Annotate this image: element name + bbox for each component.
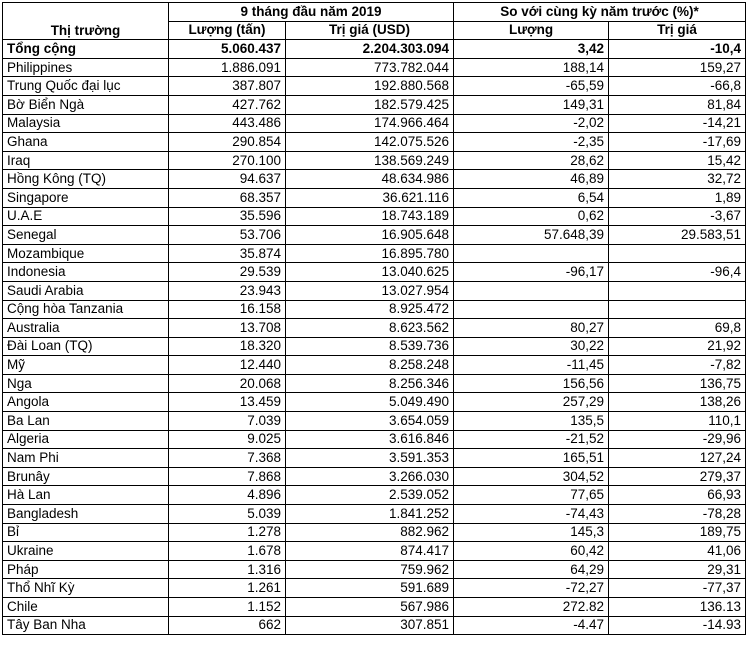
market-name: Australia (3, 319, 169, 338)
market-value-pct: -77,37 (609, 579, 746, 598)
market-volume: 13.459 (169, 393, 286, 412)
market-volume: 1.886.091 (169, 58, 286, 77)
market-value: 36.621.116 (286, 188, 454, 207)
market-value: 16.905.648 (286, 226, 454, 245)
table-row (3, 170, 746, 189)
table-row (3, 560, 746, 579)
market-volume-pct: 28,62 (454, 151, 609, 170)
market-value-pct: 159,27 (609, 58, 746, 77)
header-row-1 (3, 3, 746, 22)
market-volume: 662 (169, 616, 286, 635)
market-value-pct: 32,72 (609, 170, 746, 189)
table-row (3, 95, 746, 114)
market-value-pct: 41,06 (609, 542, 746, 561)
market-name: Nga (3, 374, 169, 393)
market-volume-pct: -96,17 (454, 263, 609, 282)
market-volume-pct: -74,43 (454, 505, 609, 524)
market-value: 874.417 (286, 542, 454, 561)
market-volume-pct: 156,56 (454, 374, 609, 393)
table-row (3, 58, 746, 77)
market-volume-pct: 135,5 (454, 412, 609, 431)
market-name: Hồng Kông (TQ) (3, 170, 169, 189)
table-row (3, 151, 746, 170)
market-volume-pct: 0,62 (454, 207, 609, 226)
market-value: 174.966.464 (286, 114, 454, 133)
table-row (3, 337, 746, 356)
market-value-pct: 29.583,51 (609, 226, 746, 245)
market-value-pct: 29,31 (609, 560, 746, 579)
table-row (3, 374, 746, 393)
market-name: Trung Quốc đại lục (3, 77, 169, 96)
market-volume-pct: 272.82 (454, 598, 609, 617)
table-row (3, 319, 746, 338)
market-value: 759.962 (286, 560, 454, 579)
table-row (3, 133, 746, 152)
market-name: Singapore (3, 188, 169, 207)
table-row (3, 356, 746, 375)
market-name: Senegal (3, 226, 169, 245)
market-value-pct: -96,4 (609, 263, 746, 282)
market-value-pct: 15,42 (609, 151, 746, 170)
market-value: 18.743.189 (286, 207, 454, 226)
market-name: Nam Phi (3, 449, 169, 468)
market-volume-pct (454, 244, 609, 263)
table-row (3, 598, 746, 617)
market-volume-pct: 6,54 (454, 188, 609, 207)
market-name: Saudi Arabia (3, 281, 169, 300)
market-volume: 270.100 (169, 151, 286, 170)
market-value-pct: -7,82 (609, 356, 746, 375)
market-volume-pct: 165,51 (454, 449, 609, 468)
market-header: Thị trường (3, 3, 169, 40)
market-name: Cộng hòa Tanzania (3, 300, 169, 319)
market-value: 567.986 (286, 598, 454, 617)
market-volume-pct: 57.648,39 (454, 226, 609, 245)
table-row (3, 300, 746, 319)
market-name: Algeria (3, 430, 169, 449)
market-value-pct: -78,28 (609, 505, 746, 524)
market-name: Đài Loan (TQ) (3, 337, 169, 356)
market-name: Ukraine (3, 542, 169, 561)
market-volume: 35.596 (169, 207, 286, 226)
market-volume: 7.368 (169, 449, 286, 468)
market-value-pct: 66,93 (609, 486, 746, 505)
market-volume: 35.874 (169, 244, 286, 263)
market-value: 13.040.625 (286, 263, 454, 282)
market-volume: 9.025 (169, 430, 286, 449)
market-name: Philippines (3, 58, 169, 77)
market-volume: 23.943 (169, 281, 286, 300)
market-value: 8.925.472 (286, 300, 454, 319)
volume-header: Lượng (tấn) (169, 21, 286, 40)
table-row (3, 393, 746, 412)
value-header: Trị giá (USD) (286, 21, 454, 40)
market-volume-pct: 60,42 (454, 542, 609, 561)
market-value-pct: -3,67 (609, 207, 746, 226)
market-name: Brunây (3, 467, 169, 486)
table-row (3, 616, 746, 635)
market-value: 182.579.425 (286, 95, 454, 114)
market-value: 8.539.736 (286, 337, 454, 356)
market-name: U.A.E (3, 207, 169, 226)
market-volume: 53.706 (169, 226, 286, 245)
market-volume: 94.637 (169, 170, 286, 189)
market-volume: 12.440 (169, 356, 286, 375)
market-name: Thổ Nhĩ Kỳ (3, 579, 169, 598)
market-volume: 1.152 (169, 598, 286, 617)
market-name: Ghana (3, 133, 169, 152)
table-row (3, 542, 746, 561)
market-value-pct: 1,89 (609, 188, 746, 207)
market-value: 3.591.353 (286, 449, 454, 468)
market-name: Hà Lan (3, 486, 169, 505)
market-value-pct: -17,69 (609, 133, 746, 152)
market-volume: 427.762 (169, 95, 286, 114)
market-value-pct: -14.93 (609, 616, 746, 635)
table-row (3, 449, 746, 468)
table-row (3, 579, 746, 598)
market-volume: 290.854 (169, 133, 286, 152)
market-volume: 7.039 (169, 412, 286, 431)
market-volume: 18.320 (169, 337, 286, 356)
market-value: 2.539.052 (286, 486, 454, 505)
market-value-pct: 138,26 (609, 393, 746, 412)
market-name: Tây Ban Nha (3, 616, 169, 635)
market-value: 13.027.954 (286, 281, 454, 300)
table-row (3, 281, 746, 300)
market-volume: 1.316 (169, 560, 286, 579)
market-name: Mozambique (3, 244, 169, 263)
market-value: 8.256.346 (286, 374, 454, 393)
market-volume-pct: 188,14 (454, 58, 609, 77)
market-name: Indonesia (3, 263, 169, 282)
market-volume: 1.678 (169, 542, 286, 561)
market-volume-pct: -2,02 (454, 114, 609, 133)
market-volume: 5.039 (169, 505, 286, 524)
market-value-pct: 69,8 (609, 319, 746, 338)
market-value-pct: 136,75 (609, 374, 746, 393)
market-volume: 68.357 (169, 188, 286, 207)
market-value-pct: 127,24 (609, 449, 746, 468)
market-volume-pct: -72,27 (454, 579, 609, 598)
table-row (3, 188, 746, 207)
market-value: 773.782.044 (286, 58, 454, 77)
market-value: 3.616.846 (286, 430, 454, 449)
market-volume: 387.807 (169, 77, 286, 96)
market-value: 138.569.249 (286, 151, 454, 170)
market-volume: 29.539 (169, 263, 286, 282)
total-volume-pct: 3,42 (454, 40, 609, 59)
market-value: 16.895.780 (286, 244, 454, 263)
market-name: Ba Lan (3, 412, 169, 431)
table-row (3, 467, 746, 486)
market-value-pct: 279,37 (609, 467, 746, 486)
market-volume-pct: -11,45 (454, 356, 609, 375)
table-row (3, 412, 746, 431)
market-volume: 1.278 (169, 523, 286, 542)
market-volume: 20.068 (169, 374, 286, 393)
market-volume-pct: 149,31 (454, 95, 609, 114)
table-row (3, 523, 746, 542)
export-by-market-table (2, 2, 746, 635)
market-value: 591.689 (286, 579, 454, 598)
total-value-pct: -10,4 (609, 40, 746, 59)
total-volume: 5.060.437 (169, 40, 286, 59)
market-name: Bỉ (3, 523, 169, 542)
market-volume: 13.708 (169, 319, 286, 338)
market-value: 1.841.252 (286, 505, 454, 524)
market-name: Bờ Biển Ngà (3, 95, 169, 114)
total-value: 2.204.303.094 (286, 40, 454, 59)
market-volume: 7.868 (169, 467, 286, 486)
market-value: 8.258.248 (286, 356, 454, 375)
market-name: Bangladesh (3, 505, 169, 524)
market-volume-pct: 80,27 (454, 319, 609, 338)
market-volume-pct: -2,35 (454, 133, 609, 152)
table-row (3, 430, 746, 449)
market-value-pct: -29,96 (609, 430, 746, 449)
market-value-pct: 81,84 (609, 95, 746, 114)
period-header: 9 tháng đầu năm 2019 (169, 3, 454, 22)
market-value: 5.049.490 (286, 393, 454, 412)
table-row (3, 263, 746, 282)
market-volume-pct: -21,52 (454, 430, 609, 449)
market-value: 3.654.059 (286, 412, 454, 431)
market-volume-pct: 304,52 (454, 467, 609, 486)
market-volume-pct (454, 300, 609, 319)
market-name: Angola (3, 393, 169, 412)
market-value: 3.266.030 (286, 467, 454, 486)
compare-header: So với cùng kỳ năm trước (%)* (454, 3, 746, 22)
market-value-pct: 110,1 (609, 412, 746, 431)
value-pct-header: Trị giá (609, 21, 746, 40)
market-value-pct: -66,8 (609, 77, 746, 96)
market-volume-pct (454, 281, 609, 300)
market-volume-pct: 46,89 (454, 170, 609, 189)
market-volume-pct: 257,29 (454, 393, 609, 412)
total-label: Tổng cộng (3, 40, 169, 59)
table-row (3, 244, 746, 263)
market-value-pct: 136.13 (609, 598, 746, 617)
table-row (3, 226, 746, 245)
market-value: 8.623.562 (286, 319, 454, 338)
market-value-pct: 189,75 (609, 523, 746, 542)
market-value-pct (609, 281, 746, 300)
market-value-pct: 21,92 (609, 337, 746, 356)
table-row (3, 77, 746, 96)
market-volume-pct: -4.47 (454, 616, 609, 635)
market-name: Chile (3, 598, 169, 617)
market-value: 882.962 (286, 523, 454, 542)
market-name: Malaysia (3, 114, 169, 133)
market-value: 48.634.986 (286, 170, 454, 189)
market-name: Iraq (3, 151, 169, 170)
market-value: 142.075.526 (286, 133, 454, 152)
table-row (3, 114, 746, 133)
volume-pct-header: Lượng (454, 21, 609, 40)
market-volume: 1.261 (169, 579, 286, 598)
table-row (3, 505, 746, 524)
market-volume-pct: 30,22 (454, 337, 609, 356)
market-volume-pct: 64,29 (454, 560, 609, 579)
market-volume-pct: 145,3 (454, 523, 609, 542)
market-value: 307.851 (286, 616, 454, 635)
market-volume-pct: 77,65 (454, 486, 609, 505)
market-value-pct (609, 300, 746, 319)
market-value-pct: -14,21 (609, 114, 746, 133)
market-value-pct (609, 244, 746, 263)
market-name: Pháp (3, 560, 169, 579)
table-row (3, 207, 746, 226)
market-name: Mỹ (3, 356, 169, 375)
market-volume: 16.158 (169, 300, 286, 319)
market-value: 192.880.568 (286, 77, 454, 96)
market-volume: 443.486 (169, 114, 286, 133)
market-volume: 4.896 (169, 486, 286, 505)
table-row (3, 486, 746, 505)
market-volume-pct: -65,59 (454, 77, 609, 96)
total-row (3, 40, 746, 59)
